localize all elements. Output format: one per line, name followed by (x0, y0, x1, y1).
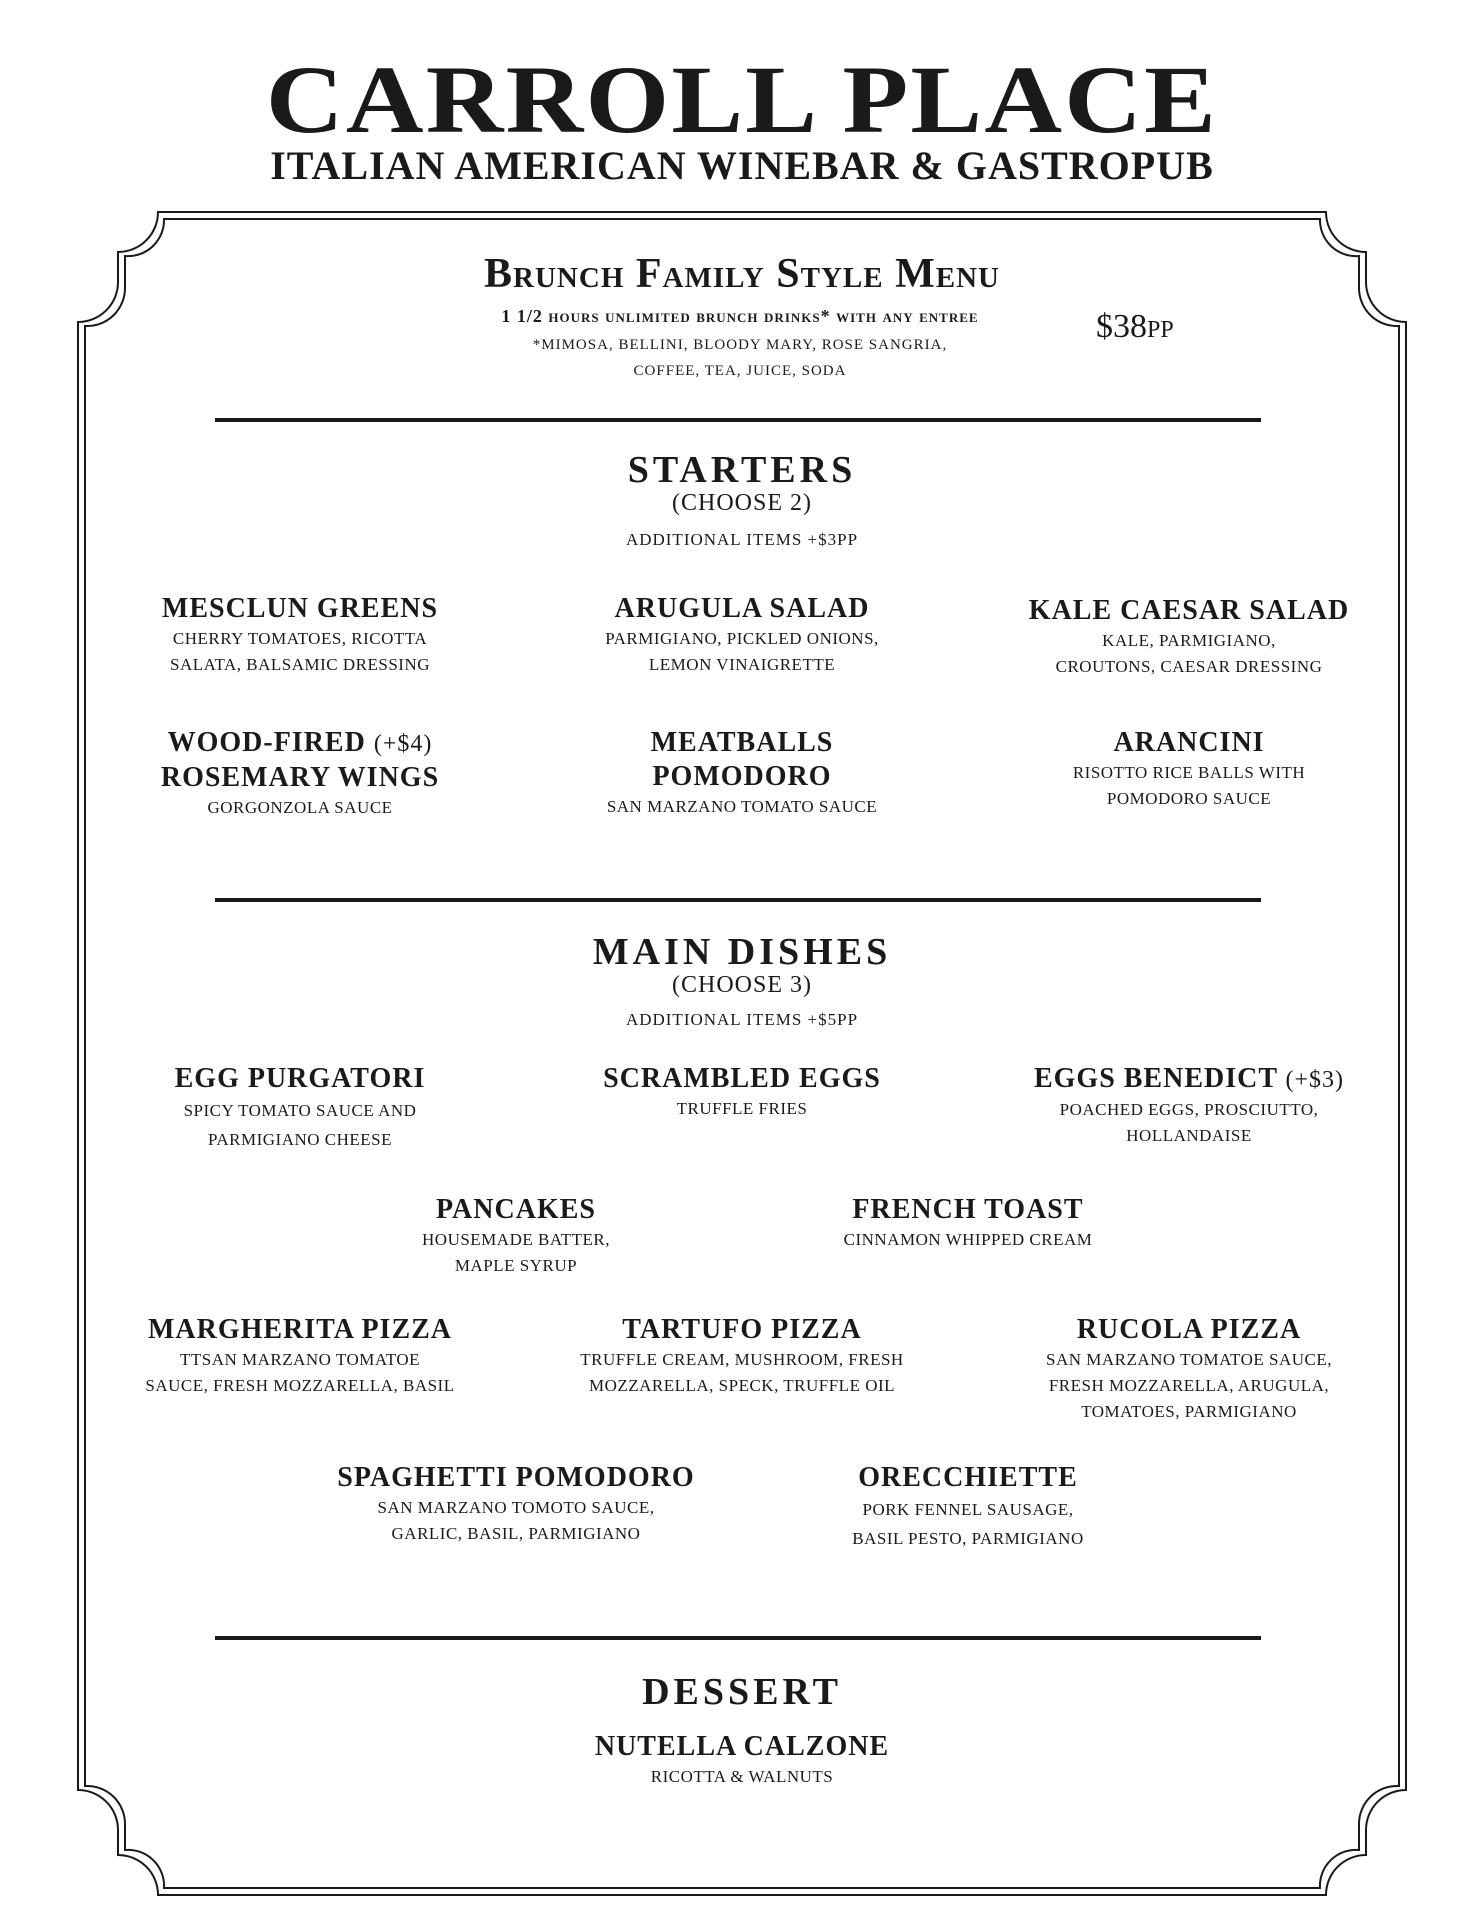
item-desc: TRUFFLE FRIES (676, 1099, 808, 1118)
item-desc: PARMIGIANO CHEESE (207, 1130, 393, 1149)
item-desc: KALE, PARMIGIANO, (1102, 631, 1276, 650)
menu-title: Brunch Family Style Menu (484, 251, 1000, 297)
starters-additional: ADDITIONAL ITEMS +$3PP (625, 530, 859, 549)
item-surcharge: (+$4) (373, 731, 433, 757)
item-desc: HOUSEMADE BATTER, (422, 1230, 610, 1249)
item-name: RUCOLA PIZZA (1076, 1314, 1302, 1345)
item-desc: SAN MARZANO TOMOTO SAUCE, (377, 1498, 655, 1517)
menu-item-rosemary-wings (100, 726, 500, 821)
item-name-line: WOOD-FIRED (167, 727, 366, 758)
restaurant-name: CARROLL PLACE (265, 46, 1219, 153)
item-name-line: POMODORO (652, 761, 832, 792)
item-desc: PORK FENNEL SAUSAGE, (862, 1500, 1074, 1519)
item-desc: POACHED EGGS, PROSCIUTTO, (1059, 1100, 1319, 1119)
item-name-line: MEATBALLS (650, 727, 834, 758)
item-desc: LEMON VINAIGRETTE (648, 655, 836, 674)
menu-item-eggs-benedict (984, 1062, 1394, 1149)
menu-item-margherita-pizza (100, 1313, 500, 1399)
item-desc: SAN MARZANO TOMATOE SAUCE, (1046, 1350, 1332, 1369)
item-desc: TOMATOES, PARMIGIANO (1081, 1402, 1297, 1421)
menu-item-french-toast (768, 1193, 1168, 1253)
item-name-line: ROSEMARY WINGS (160, 762, 440, 793)
item-name (984, 1062, 1394, 1097)
item-desc: SPICY TOMATO SAUCE AND (183, 1101, 417, 1120)
item-desc: MOZZARELLA, SPECK, TRUFFLE OIL (588, 1376, 896, 1395)
menu-item-egg-purgatori (100, 1062, 500, 1154)
item-name: ARANCINI (1113, 727, 1265, 758)
item-desc: TTSAN MARZANO TOMATOE (179, 1350, 421, 1369)
item-name: SCRAMBLED EGGS (603, 1063, 881, 1094)
item-desc: GARLIC, BASIL, PARMIGIANO (391, 1524, 641, 1543)
item-name (100, 726, 500, 761)
item-desc: TRUFFLE CREAM, MUSHROOM, FRESH (580, 1350, 904, 1369)
menu-item-arancini (984, 726, 1394, 812)
menu-item-tartufo-pizza (532, 1313, 952, 1399)
item-desc: RICOTTA & WALNUTS (650, 1767, 834, 1786)
mains-title: MAIN DISHES (592, 931, 892, 973)
drinks-list-line: *MIMOSA, BELLINI, BLOODY MARY, ROSE SANGRIA, (532, 337, 948, 353)
mains-additional: ADDITIONAL ITEMS +$5PP (625, 1010, 859, 1029)
price-amount: $38 (1096, 308, 1147, 345)
item-desc: BASIL PESTO, PARMIGIANO (852, 1529, 1084, 1548)
item-name: ORECCHIETTE (858, 1462, 1078, 1493)
price-tag (1096, 308, 1174, 346)
item-desc: HOLLANDAISE (1126, 1126, 1252, 1145)
item-name: EGG PURGATORI (174, 1063, 426, 1094)
item-name: SPAGHETTI POMODORO (337, 1462, 695, 1493)
item-desc: CROUTONS, CAESAR DRESSING (1055, 657, 1323, 676)
mains-choose: (CHOOSE 3) (672, 972, 812, 998)
item-surcharge: (+$3) (1285, 1067, 1345, 1093)
item-name: MARGHERITA PIZZA (147, 1314, 453, 1345)
drinks-offer: 1 1/2 hours unlimited brunch drinks* with any entree (501, 306, 979, 326)
restaurant-tagline: ITALIAN AMERICAN WINEBAR & GASTROPUB (270, 143, 1214, 188)
item-name: ARUGULA SALAD (614, 593, 870, 624)
section-divider (215, 418, 1261, 422)
item-desc: RISOTTO RICE BALLS WITH (1072, 763, 1306, 782)
menu-item-meatballs-pomodoro (542, 726, 942, 820)
price-unit: PP (1147, 317, 1174, 343)
menu-item-spaghetti-pomodoro (296, 1461, 736, 1547)
menu-item-scrambled-eggs (542, 1062, 942, 1122)
item-desc: PARMIGIANO, PICKLED ONIONS, (605, 629, 879, 648)
drinks-list-line: COFFEE, TEA, JUICE, SODA (633, 363, 847, 379)
section-divider (215, 898, 1261, 902)
item-desc: GORGONZOLA SAUCE (207, 798, 393, 817)
section-divider (215, 1636, 1261, 1640)
item-desc: SAUCE, FRESH MOZZARELLA, BASIL (145, 1376, 455, 1395)
item-desc: SAN MARZANO TOMATO SAUCE (606, 797, 878, 816)
dessert-title: DESSERT (642, 1671, 842, 1713)
menu-item-orecchiette (768, 1461, 1168, 1553)
item-desc: POMODORO SAUCE (1106, 789, 1272, 808)
menu-item-rucola-pizza (984, 1313, 1394, 1425)
item-desc: MAPLE SYRUP (454, 1256, 578, 1275)
starters-title: STARTERS (627, 449, 857, 491)
item-name: NUTELLA CALZONE (594, 1731, 890, 1762)
item-name: MESCLUN GREENS (161, 593, 439, 624)
item-name: KALE CAESAR SALAD (1028, 595, 1350, 626)
drinks-list (440, 332, 1040, 384)
item-name: PANCAKES (436, 1194, 596, 1225)
item-desc: CHERRY TOMATOES, RICOTTA (172, 629, 428, 648)
item-name: FRENCH TOAST (852, 1194, 1084, 1225)
menu-item-arugula-salad (542, 592, 942, 678)
starters-choose: (CHOOSE 2) (672, 490, 812, 516)
item-name-line: EGGS BENEDICT (1033, 1063, 1278, 1094)
item-name: TARTUFO PIZZA (622, 1314, 862, 1345)
menu-item-pancakes (316, 1193, 716, 1279)
item-desc: SALATA, BALSAMIC DRESSING (169, 655, 431, 674)
item-desc: CINNAMON WHIPPED CREAM (843, 1230, 1093, 1249)
menu-item-mesclun-greens (100, 592, 500, 678)
item-desc: FRESH MOZZARELLA, ARUGULA, (1048, 1376, 1330, 1395)
menu-item-kale-caesar-salad (984, 594, 1394, 680)
menu-item-nutella-calzone (542, 1730, 942, 1790)
